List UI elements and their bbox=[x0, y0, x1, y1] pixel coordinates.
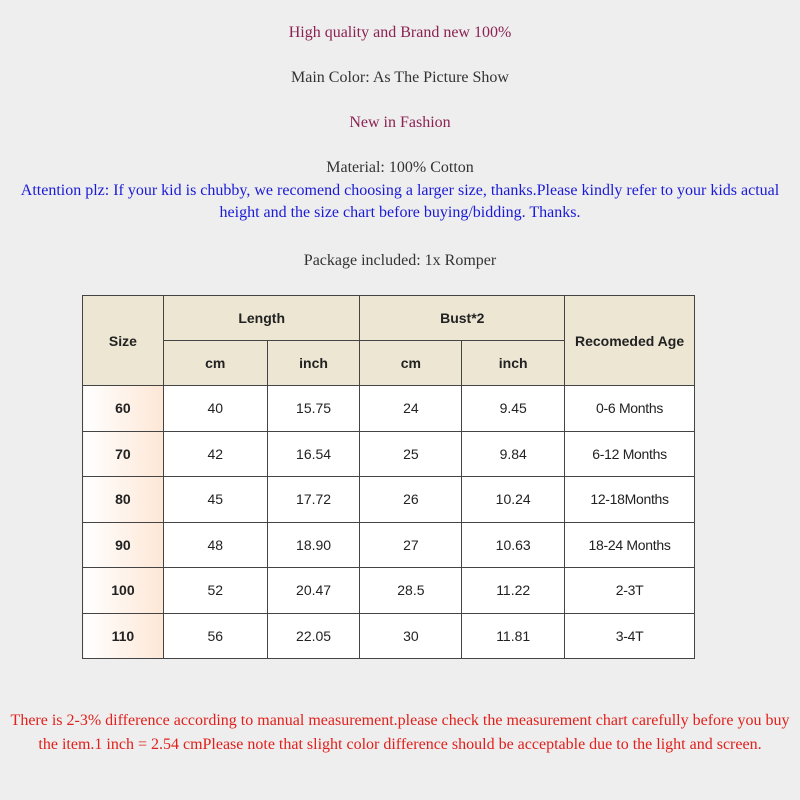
size-cell: 70 bbox=[83, 431, 164, 477]
length-header: Length bbox=[163, 296, 360, 341]
bust-header: Bust*2 bbox=[360, 296, 565, 341]
size-cell: 60 bbox=[83, 386, 164, 432]
length-inch-cell: 17.72 bbox=[267, 477, 360, 523]
length-cm-cell: 56 bbox=[163, 613, 267, 659]
bust-cm-cell: 26 bbox=[360, 477, 462, 523]
size-cell: 80 bbox=[83, 477, 164, 523]
table-row bbox=[83, 522, 695, 568]
bust-inch-cell: 11.22 bbox=[462, 568, 565, 614]
bust-cm-cell: 27 bbox=[360, 522, 462, 568]
fashion-text: New in Fashion bbox=[349, 114, 451, 131]
size-chart-body bbox=[83, 386, 695, 659]
bust-cm-header: cm bbox=[360, 341, 462, 386]
bust-inch-cell: 10.63 bbox=[462, 522, 565, 568]
main-color-text: Main Color: As The Picture Show bbox=[291, 69, 509, 86]
material-text: Material: 100% Cotton bbox=[326, 159, 474, 176]
length-inch-cell: 22.05 bbox=[267, 613, 360, 659]
measurement-note: There is 2-3% difference according to manual measurement.please check the measurement chart carefully before you buy the item.1 inch = 2.54 cmPlease note that slight color difference should be acceptable due to the light and screen. bbox=[10, 712, 790, 753]
length-inch-cell: 18.90 bbox=[267, 522, 360, 568]
bust-cm-cell: 24 bbox=[360, 386, 462, 432]
bust-inch-cell: 9.45 bbox=[462, 386, 565, 432]
size-cell: 100 bbox=[83, 568, 164, 614]
package-text: Package included: 1x Romper bbox=[303, 252, 497, 269]
size-cell: 90 bbox=[83, 522, 164, 568]
age-header: Recomeded Age bbox=[565, 296, 695, 386]
table-row bbox=[83, 386, 695, 432]
length-cm-cell: 45 bbox=[163, 477, 267, 523]
bust-inch-cell: 11.81 bbox=[462, 613, 565, 659]
length-cm-cell: 42 bbox=[163, 431, 267, 477]
age-cell: 0-6 Months bbox=[565, 386, 695, 432]
bust-cm-cell: 30 bbox=[360, 613, 462, 659]
attention-text: Attention plz: If your kid is chubby, we recomend choosing a larger size, thanks.Please kindly refer to your kids actual height and the size chart before buying/bidding. Thanks. bbox=[20, 182, 780, 221]
age-cell: 12-18Months bbox=[565, 477, 695, 523]
bust-cm-cell: 25 bbox=[360, 431, 462, 477]
bust-inch-cell: 9.84 bbox=[462, 431, 565, 477]
size-cell: 110 bbox=[83, 613, 164, 659]
age-cell: 2-3T bbox=[565, 568, 695, 614]
length-inch-header: inch bbox=[267, 341, 360, 386]
quality-text: High quality and Brand new 100% bbox=[288, 24, 512, 41]
table-row bbox=[83, 477, 695, 523]
bust-cm-cell: 28.5 bbox=[360, 568, 462, 614]
length-inch-cell: 20.47 bbox=[267, 568, 360, 614]
size-chart-table bbox=[82, 295, 695, 659]
table-row bbox=[83, 431, 695, 477]
length-cm-header: cm bbox=[163, 341, 267, 386]
length-inch-cell: 16.54 bbox=[267, 431, 360, 477]
length-inch-cell: 15.75 bbox=[267, 386, 360, 432]
bust-inch-cell: 10.24 bbox=[462, 477, 565, 523]
bust-inch-header: inch bbox=[462, 341, 565, 386]
age-cell: 18-24 Months bbox=[565, 522, 695, 568]
length-cm-cell: 40 bbox=[163, 386, 267, 432]
age-cell: 6-12 Months bbox=[565, 431, 695, 477]
age-cell: 3-4T bbox=[565, 613, 695, 659]
table-row bbox=[83, 568, 695, 614]
length-cm-cell: 48 bbox=[163, 522, 267, 568]
size-header: Size bbox=[83, 296, 164, 386]
table-row bbox=[83, 613, 695, 659]
length-cm-cell: 52 bbox=[163, 568, 267, 614]
